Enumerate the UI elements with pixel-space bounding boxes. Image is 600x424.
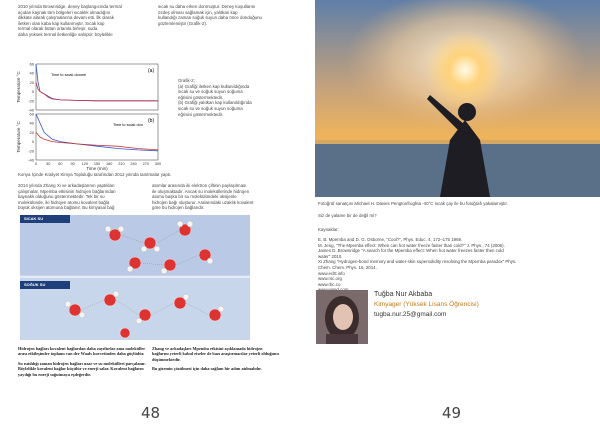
text-line: atomlar arasında iki elektron çiftinin paylaşılması bbox=[152, 183, 247, 188]
text-line: daha yüksek termal iletkenliğe sahiptir; böylelikle bbox=[18, 31, 113, 37]
text-line: ile oluşmaktadır. Ancak su moleküllerinde hidrojen bbox=[152, 188, 250, 194]
text-line: sıcak su daha erken donmuştur. Deney koşullarını bbox=[158, 4, 256, 9]
chart-annotation: Time to sıcak donme bbox=[51, 73, 87, 77]
text-line: eğrisini göstermektedir. bbox=[178, 111, 224, 117]
cooling-curve-charts bbox=[14, 62, 164, 172]
text-line: Zhang ve arkadaşları Mpemba etkisini açıklamada hidrojen bağlarını yeterli kabul etseler de bazı araştırmacılar yeterli olduğunu düşünmektedir. bbox=[152, 346, 279, 362]
text-line: Bu gizemin çözülmesi için daha sağlam bir adım atılmalıdır. bbox=[152, 366, 262, 372]
contest-line: Konya İçinde Kraliyet Kimya Topluluğu tarafından 2012 yılında tanıtmalar yaptı. bbox=[18, 172, 172, 177]
text-line: termal olarak bütün ortamla birleşir, suda bbox=[18, 26, 98, 32]
author-name: Tuğba Nur Akbaba bbox=[374, 291, 433, 298]
diagram-bottom-label: SOĞUK SU bbox=[24, 282, 46, 287]
hydrogen-bond-diagram bbox=[20, 215, 250, 340]
text-line: eğrisini göstermektedir. bbox=[178, 94, 224, 100]
x-tick-label: 90 bbox=[70, 162, 75, 166]
x-tick-label: 30 bbox=[46, 162, 51, 166]
text-line: 2014 yılında Zhang Xi ve arkadaşlarının yaptıkları bbox=[18, 183, 115, 188]
text-line: (a) Grafiği iletken kap kullanıldığında bbox=[178, 83, 250, 89]
chart-frame bbox=[36, 64, 158, 110]
mpemba-photo bbox=[315, 0, 600, 197]
y-tick-label: 20 bbox=[29, 79, 34, 85]
text-line: www.rbc.co bbox=[318, 281, 341, 287]
text-line: kaynaklı olduğunu göstermektedir. Tek bir su bbox=[18, 194, 105, 200]
y-tick-label: 40 bbox=[29, 120, 34, 126]
chart-frame bbox=[36, 114, 158, 160]
graph-caption bbox=[178, 78, 278, 117]
y-tick-label: 40 bbox=[29, 70, 34, 76]
text-line: Grafik-2; bbox=[178, 78, 195, 83]
panel-label: (a) bbox=[148, 68, 155, 74]
bottom-col2-text bbox=[152, 346, 280, 376]
left-page-number: 48 bbox=[141, 404, 161, 422]
text-line: göre bu hidrojen bağlarıdır. bbox=[152, 205, 205, 211]
bottom-col1-text bbox=[18, 346, 146, 381]
text-line: büyük oksijen atomuna bağlanır. Bu kimyasal bağ bbox=[18, 205, 115, 211]
text-line: Chem. Chem. Phys. 16, 2014. bbox=[318, 264, 377, 270]
left-col1-mid-text bbox=[18, 183, 148, 211]
references-title: Kaynaklar: bbox=[318, 227, 339, 232]
panel-label: (b) bbox=[148, 118, 155, 124]
text-line: hidrojen bağı oluşturur. Aralarındaki uzaklık kovalent bbox=[152, 199, 254, 205]
text-line: Xi Zhang "Hydrogen-bond memory and water-skin supersolidity resolving the Mpemba paradox" Phys. bbox=[318, 259, 517, 265]
left-col1-top-text bbox=[18, 4, 148, 38]
text-line: kullandığı zaman soğuk suyun daha önce donduğunu bbox=[158, 15, 262, 21]
author-avatar bbox=[316, 290, 368, 344]
y-tick-label: -40 bbox=[28, 107, 34, 113]
text-line: www.ecltt.info bbox=[318, 270, 345, 276]
y-tick-label: -20 bbox=[28, 98, 34, 104]
x-axis-label: Time (min) bbox=[86, 166, 108, 171]
x-tick-label: 210 bbox=[118, 162, 125, 166]
right-page-number: 49 bbox=[442, 404, 462, 422]
text-line: dikkate alarak çalışmalarına devam etti. İlk olarak bbox=[18, 15, 114, 21]
text-line: sıcak su ve soğuk suyun soğuma bbox=[178, 89, 243, 95]
y-tick-label: 60 bbox=[29, 62, 34, 67]
text-line: Su ısıtıldığı zaman hidrojen bağları uzar ve su molekülleri parçalanır. Böylelikle kovalent bağlar küçülür ve enerji salar. Kovalent bağların yaydığı bu enerji soğutmaya eşdeğerdir. bbox=[18, 360, 146, 377]
left-col2-top-text bbox=[158, 4, 288, 26]
author-email: tugba.nur.25@gmail.com bbox=[374, 311, 447, 318]
x-tick-label: 150 bbox=[93, 162, 101, 166]
text-line: sıcak su ve soğuk suyun soğuma bbox=[178, 105, 243, 111]
text-line: www.rsc.org bbox=[318, 276, 342, 282]
x-tick-label: 180 bbox=[106, 162, 113, 166]
photo-caption: Fotoğraf sanatçısı Michael H. Davies Pengtonfrughta -40°C sıcak çay ile bu fotoğrafı yakalamıştır. bbox=[318, 201, 508, 206]
y-tick-label: 60 bbox=[29, 111, 34, 117]
x-tick-label: 60 bbox=[58, 162, 63, 166]
left-col2-mid-text bbox=[152, 183, 282, 211]
text-line: çalışmalar, Mpemba etkisinin hidrojen bağlarından bbox=[18, 188, 116, 194]
x-tick-label: 120 bbox=[81, 162, 88, 166]
text-line: atomu başka bir su molekülündeki oksijenle bbox=[152, 194, 237, 200]
text-line: Hidrojen bağları kovalent bağlardan daha zayıftırlar ama moleküller arası etkileşimler toplamı van der Waals kuvvetinden daha güçlüdür. bbox=[18, 346, 146, 357]
text-line: M. Jeng, "The Mpemba effect: When can hot water freeze faster than cold?" J. Phys., 74 (2006). bbox=[318, 242, 505, 248]
x-tick-label: 300 bbox=[154, 162, 162, 166]
y-tick-label: -40 bbox=[28, 157, 34, 163]
x-tick-label: 270 bbox=[142, 162, 149, 166]
y-tick-label: 0 bbox=[31, 139, 34, 145]
y-tick-label: 20 bbox=[29, 129, 34, 135]
text-line: water" 2010. bbox=[318, 253, 343, 259]
x-tick-label: 240 bbox=[130, 162, 137, 166]
y-tick-label: -20 bbox=[28, 148, 34, 154]
cooling-curve-svg bbox=[14, 62, 164, 172]
text-line: açıdan kaynak tüm bölgeleri sıcaklık olmadığını bbox=[18, 9, 111, 15]
question-text: Siz de yalame bir de değil mi? bbox=[318, 213, 377, 218]
text-line: özdeş olması sağlamak için, yalıtkan kap bbox=[158, 9, 238, 15]
y-axis-label: Temperature °C bbox=[16, 71, 21, 103]
y-axis-label: Temperature °C bbox=[16, 121, 21, 153]
chart-annotation: Time to sıcak don bbox=[113, 123, 143, 127]
text-line: gözlemlemiştir (Grafik-2). bbox=[158, 20, 208, 26]
diagram-top-label: SICAK SU bbox=[24, 216, 44, 221]
text-line: (b) Grafiği yalıtkan kap kullanıldığında bbox=[178, 100, 252, 106]
text-line: James D. Brownridge "A search for the Mpemba effect: When hot water freezes faster then cold bbox=[318, 248, 504, 254]
text-line: E. B. Mpemba and D. G. Osborne, "Cool?", Phys. Educ. 4, 172–175 1969. bbox=[318, 237, 463, 242]
x-tick-label: 0 bbox=[34, 162, 38, 166]
y-tick-label: 0 bbox=[31, 89, 34, 95]
references-list bbox=[318, 237, 598, 293]
text-line: iletken olan kaba kap kullanmıştır. Sıcak kap bbox=[18, 20, 105, 26]
text-line: molekülünde, iki hidrojen atomu kovalent bağla bbox=[18, 199, 110, 205]
text-line: 2010 yılında Brownridge, deney başlangıcında termal bbox=[18, 4, 122, 9]
author-title: Kimyager (Yüksek Lisans Öğrencisi) bbox=[374, 301, 479, 308]
